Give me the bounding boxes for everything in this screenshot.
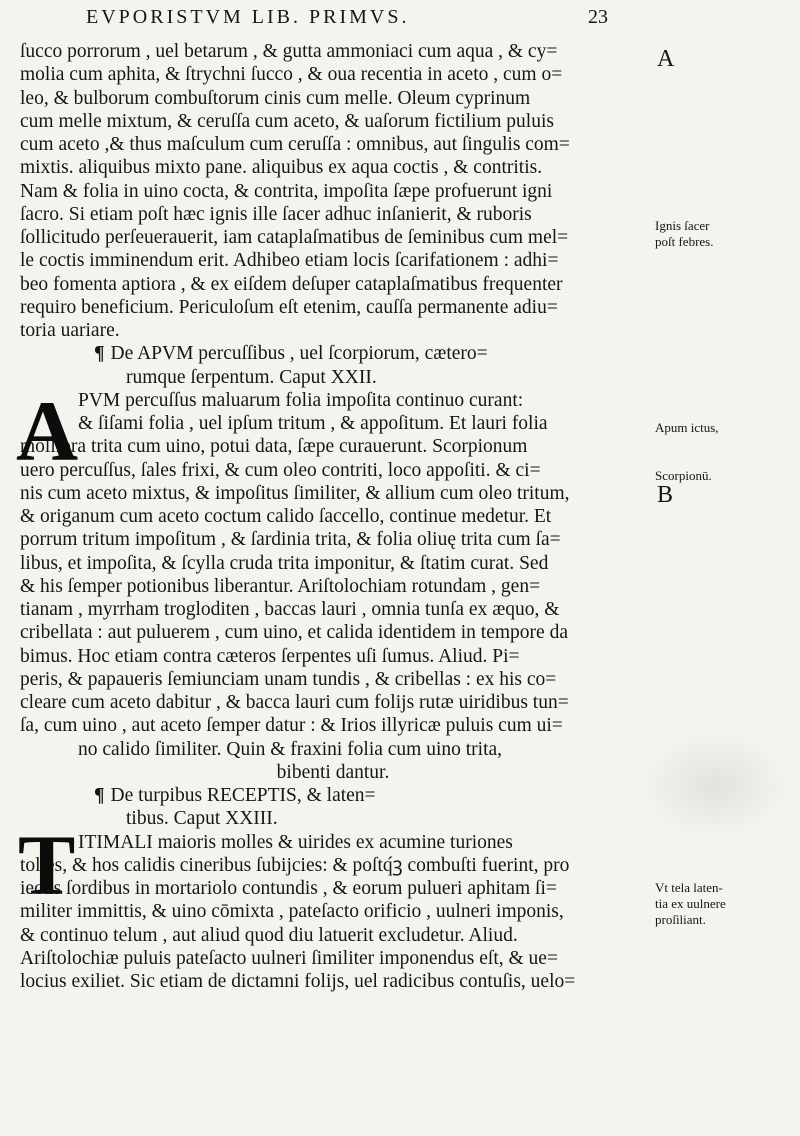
text-line: molia cum aphita, & ſtrychni ſucco , & oua recentia in aceto , cum o= <box>20 64 563 86</box>
margin-note: Scorpionū. <box>655 468 712 483</box>
drop-cap-t: T <box>18 817 76 913</box>
text-line: & his ſemper potionibus liberantur. Ariſtolochiam rotundam , gen= <box>20 575 541 597</box>
chapter-heading-cont: rumque ſerpentum. Caput XXII. <box>126 366 377 388</box>
text-line: Ariſtolochiæ puluis pateſacto uulneri ſimiliter imponendus eſt, & ue= <box>20 947 558 969</box>
chapter-heading <box>20 784 646 807</box>
text-line: iectis ſordibus in mortariolo contundis , & eorum pulueri aphitam ſi= <box>20 878 557 899</box>
text-line: militer immittis, & uino cōmixta , pateſacto orificio , uulneri imponis, <box>20 901 564 923</box>
text-line: tianam , myrrham trogloditen , baccas lauri , omnia tunſa ex æquo, & <box>20 599 560 620</box>
margin-note: poſt febres. <box>655 234 714 249</box>
text-line: & ſiſami folia , uel ipſum tritum , & appoſitum. Et lauri folia <box>78 413 548 434</box>
pilcrow-mark: ¶ <box>94 785 105 806</box>
text-line: PVM percuſſus maluarum folia impoſita continuo curant: <box>78 389 524 411</box>
text-line: cribellata : aut puluerem , cum uino, et calida identidem in tempore da <box>20 622 568 644</box>
margin-note: tia ex uulnere <box>655 896 726 911</box>
text-line: mixtis. aliquibus mixto pane. aliquibus ex aqua coctis , & contritis. <box>20 157 543 179</box>
text-line: cum aceto ,& thus maſculum cum ceruſſa : omnibus, aut ſingulis com= <box>20 134 570 155</box>
margin-letter-a: A <box>657 46 675 72</box>
text-line: no calido ſimiliter. Quin & fraxini folia cum uino trita, <box>78 738 503 760</box>
margin-note: Ignis ſacer <box>655 218 710 233</box>
text-line: ſa, cum uino , aut aceto ſemper datur : & Irios illyricæ puluis cum ui= <box>20 715 563 737</box>
running-title: EVPORISTVM LIB. PRIMVS. <box>86 6 410 28</box>
text-line: beo fomenta aptiora , & ex eiſdem deſuper cataplaſmatibus frequenter <box>20 273 563 295</box>
main-text <box>20 40 646 993</box>
text-line: ITIMALI maioris molles & uirides ex acumine turiones <box>78 831 513 853</box>
margin-note: Vt tela laten- <box>655 880 723 895</box>
pilcrow-mark: ¶ <box>94 343 105 365</box>
text-line: tolles, & hos calidis cineribus ſubijcies: & poſtq́ꝫ combuſti fuerint, pro <box>20 854 570 876</box>
text-line: bibenti dantur. <box>276 761 390 783</box>
text-line: peris, & papaueris ſemiunciam unam tundis , & cribellas : ex his co= <box>20 668 557 690</box>
drop-cap-a: A <box>16 383 79 479</box>
chapter-heading-text: De APVM percuſſibus , uel ſcorpiorum, cætero= <box>110 343 488 365</box>
margin-note: Apum ictus, <box>655 420 719 435</box>
text-line: toria uariare. <box>20 320 120 341</box>
margin-letter-b: B <box>657 482 674 508</box>
text-line: requiro beneficium. Periculoſum eſt etenim, cauſſa permanente adiu= <box>20 296 558 318</box>
text-line: le coctis imminendum erit. Adhibeo etiam locis ſcarifationem : adhi= <box>20 250 559 272</box>
chapter-heading-cont: tibus. Caput XXIII. <box>126 808 278 830</box>
page-header <box>20 6 640 40</box>
text-line: cum melle mixtum, & ceruſſa cum aceto, & uaſorum fictilium puluis <box>20 110 554 132</box>
text-line: leo, & bulborum combuſtorum cinis cum melle. Oleum cyprinum <box>20 87 531 109</box>
text-line: ſacro. Si etiam poſt hæc ignis ille ſacer adhuc inſanierit, & ruboris <box>20 203 532 225</box>
chapter-heading-text: De turpibus RECEPTIS, & laten= <box>110 785 376 806</box>
text-line: & origanum cum aceto coctum calido ſaccello, continue medetur. Et <box>20 506 552 527</box>
text-line: uero percuſſus, ſales frixi, & cum oleo contriti, loco appoſiti. & ci= <box>20 459 541 481</box>
text-line: locius exiliet. Sic etiam de dictamni folijs, uel radicibus contuſis, uelo= <box>20 971 576 992</box>
page-number: 23 <box>588 6 608 28</box>
text-line: libus, et impoſita, & ſcylla cruda trita imponitur, & ſtatim curat. Sed <box>20 552 549 574</box>
text-line: molliora trita cum uino, potui data, ſæpe curauerunt. Scorpionum <box>20 436 528 458</box>
text-line: ſollicitudo perſeuerauerit, iam cataplaſmatibus de ſeminibus cum mel= <box>20 227 569 248</box>
text-line: Nam & folia in uino cocta, & contrita, impoſita ſæpe profuerunt igni <box>20 180 553 202</box>
text-line: nis cum aceto mixtus, & impoſitus ſimiliter, & allium cum oleo tritum, <box>20 482 570 504</box>
chapter-heading <box>20 342 646 365</box>
text-line: ſucco porrorum , uel betarum , & gutta ammoniaci cum aqua , & cy= <box>20 41 558 62</box>
text-line: bimus. Hoc etiam contra cæteros ſerpentes uſi ſumus. Aliud. Pi= <box>20 645 520 667</box>
text-line: cleare cum aceto dabitur , & bacca lauri cum folijs rutæ uiridibus tun= <box>20 692 569 713</box>
page-stain <box>640 730 790 840</box>
text-line: & continuo telum , aut aliud quod diu latuerit excludetur. Aliud. <box>20 924 518 946</box>
margin-note: proſiliant. <box>655 912 706 927</box>
text-line: porrum tritum impoſitum , & ſardinia trita, & folia oliuę trita cum ſa= <box>20 529 561 551</box>
